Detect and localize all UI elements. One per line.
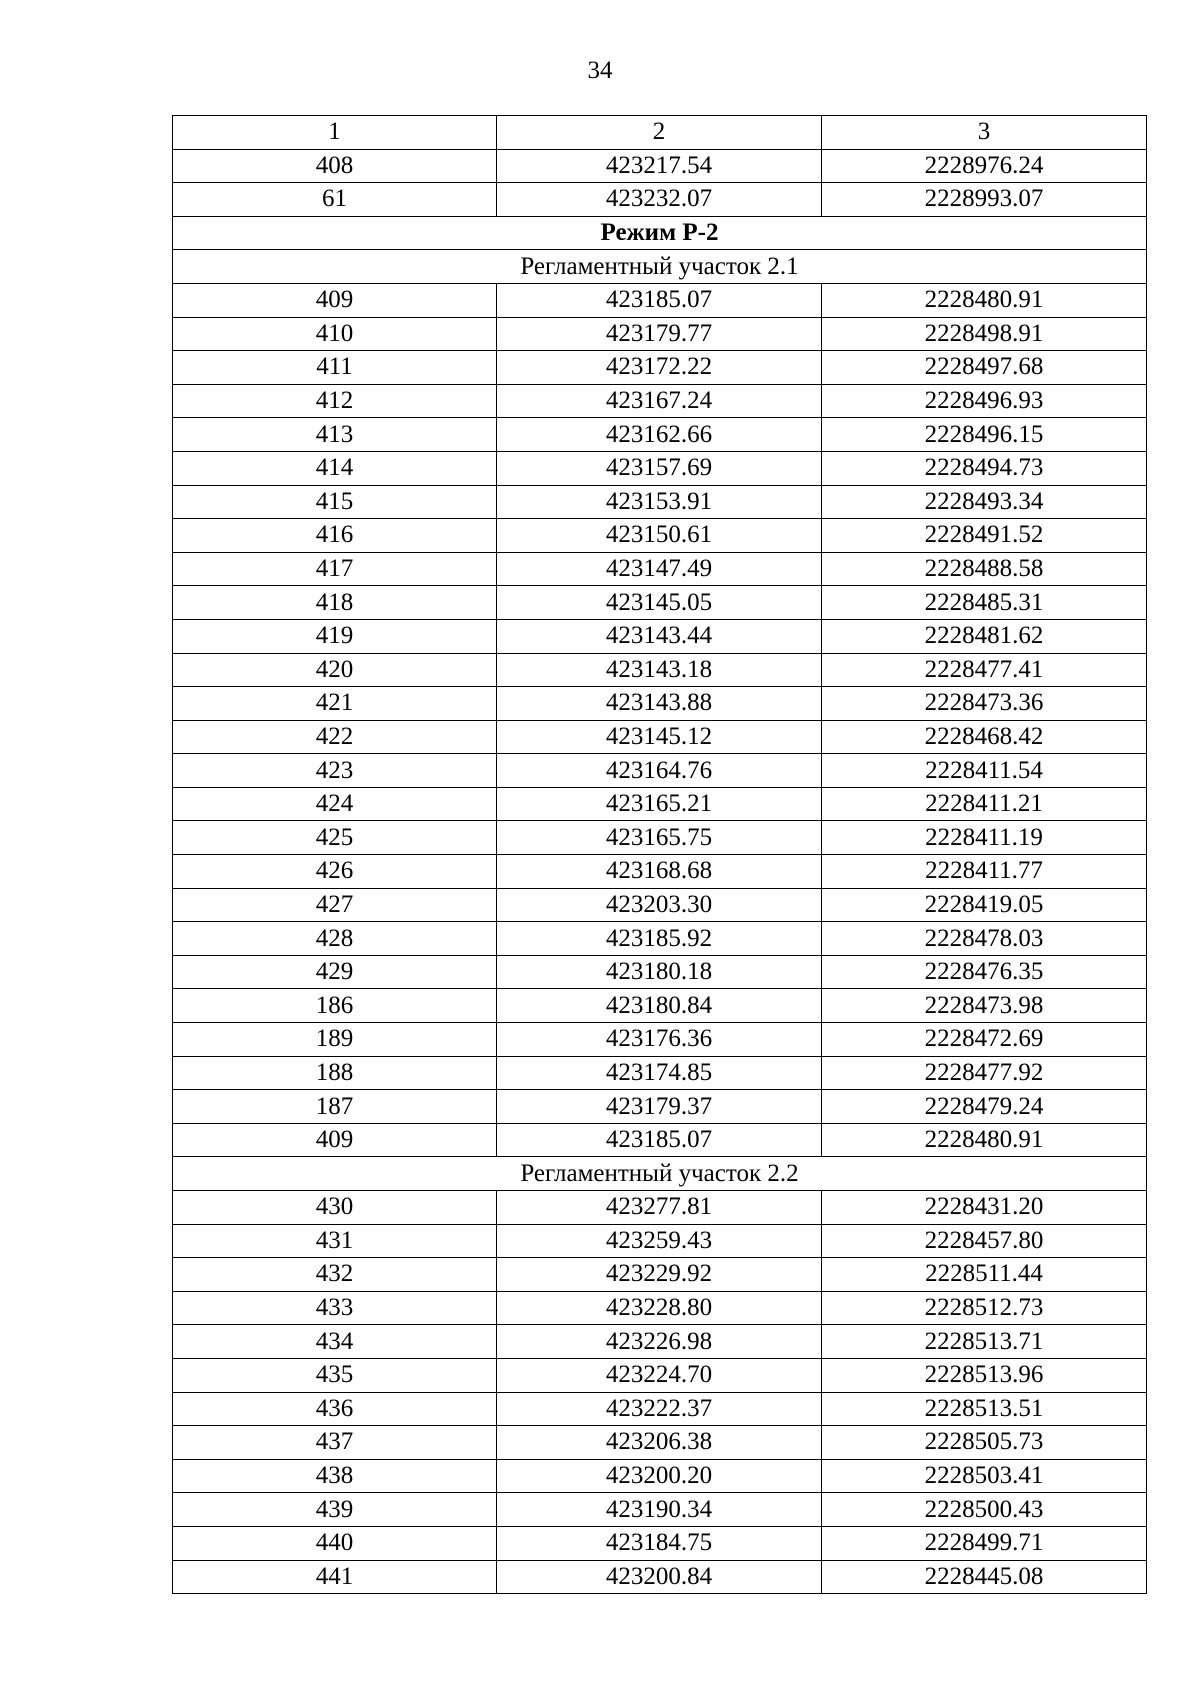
x-coordinate-cell: 423226.98 [497,1325,822,1359]
x-coordinate-cell: 423153.91 [497,485,822,519]
table-row [173,1191,1147,1225]
coordinates-table [172,115,1147,1594]
table-row [173,1426,1147,1460]
table-row [173,1056,1147,1090]
point-number-cell: 408 [173,149,497,183]
table-row [173,687,1147,721]
y-coordinate-cell: 2228500.43 [822,1493,1147,1527]
x-coordinate-cell: 423228.80 [497,1291,822,1325]
x-coordinate-cell: 423277.81 [497,1191,822,1225]
x-coordinate-cell: 423185.07 [497,283,822,317]
y-coordinate-cell: 2228478.03 [822,922,1147,956]
y-coordinate-cell: 2228497.68 [822,351,1147,385]
point-number-cell: 415 [173,485,497,519]
y-coordinate-cell: 2228445.08 [822,1560,1147,1594]
point-number-cell: 421 [173,687,497,721]
x-coordinate-cell: 423145.05 [497,586,822,620]
point-number-cell: 409 [173,283,497,317]
table-row [173,787,1147,821]
y-coordinate-cell: 2228476.35 [822,955,1147,989]
point-number-cell: 418 [173,586,497,620]
y-coordinate-cell: 2228477.92 [822,1056,1147,1090]
point-number-cell: 438 [173,1459,497,1493]
point-number-cell: 426 [173,855,497,889]
y-coordinate-cell: 2228468.42 [822,720,1147,754]
table-header-row [173,116,1147,150]
mode-title-row [173,216,1147,250]
x-coordinate-cell: 423143.88 [497,687,822,721]
y-coordinate-cell: 2228473.98 [822,989,1147,1023]
point-number-cell: 419 [173,619,497,653]
x-coordinate-cell: 423174.85 [497,1056,822,1090]
x-coordinate-cell: 423224.70 [497,1358,822,1392]
table-row [173,1090,1147,1124]
table-row [173,1493,1147,1527]
table-row [173,283,1147,317]
point-number-cell: 61 [173,183,497,217]
point-number-cell: 422 [173,720,497,754]
y-coordinate-cell: 2228477.41 [822,653,1147,687]
x-coordinate-cell: 423190.34 [497,1493,822,1527]
x-coordinate-cell: 423180.84 [497,989,822,1023]
y-coordinate-cell: 2228498.91 [822,317,1147,351]
table-row [173,317,1147,351]
y-coordinate-cell: 2228505.73 [822,1426,1147,1460]
x-coordinate-cell: 423185.07 [497,1123,822,1157]
y-coordinate-cell: 2228472.69 [822,1023,1147,1057]
x-coordinate-cell: 423185.92 [497,922,822,956]
point-number-cell: 187 [173,1090,497,1124]
y-coordinate-cell: 2228473.36 [822,687,1147,721]
table-row [173,1258,1147,1292]
x-coordinate-cell: 423150.61 [497,519,822,553]
point-number-cell: 409 [173,1123,497,1157]
x-coordinate-cell: 423259.43 [497,1224,822,1258]
x-coordinate-cell: 423162.66 [497,418,822,452]
point-number-cell: 188 [173,1056,497,1090]
y-coordinate-cell: 2228496.93 [822,384,1147,418]
table-row [173,552,1147,586]
table-row [173,149,1147,183]
y-coordinate-cell: 2228493.34 [822,485,1147,519]
y-coordinate-cell: 2228513.71 [822,1325,1147,1359]
point-number-cell: 430 [173,1191,497,1225]
page-number: 34 [587,57,613,84]
point-number-cell: 424 [173,787,497,821]
y-coordinate-cell: 2228512.73 [822,1291,1147,1325]
x-coordinate-cell: 423145.12 [497,720,822,754]
table-body [173,116,1147,1594]
point-number-cell: 434 [173,1325,497,1359]
table-row [173,1459,1147,1493]
x-coordinate-cell: 423165.75 [497,821,822,855]
y-coordinate-cell: 2228511.44 [822,1258,1147,1292]
point-number-cell: 413 [173,418,497,452]
y-coordinate-cell: 2228494.73 [822,451,1147,485]
x-coordinate-cell: 423176.36 [497,1023,822,1057]
y-coordinate-cell: 2228499.71 [822,1526,1147,1560]
point-number-cell: 410 [173,317,497,351]
y-coordinate-cell: 2228496.15 [822,418,1147,452]
point-number-cell: 425 [173,821,497,855]
table-row [173,384,1147,418]
x-coordinate-cell: 423180.18 [497,955,822,989]
table-row [173,1325,1147,1359]
x-coordinate-cell: 423203.30 [497,888,822,922]
y-coordinate-cell: 2228976.24 [822,149,1147,183]
point-number-cell: 432 [173,1258,497,1292]
y-coordinate-cell: 2228479.24 [822,1090,1147,1124]
point-number-cell: 435 [173,1358,497,1392]
x-coordinate-cell: 423179.37 [497,1090,822,1124]
table-row [173,485,1147,519]
x-coordinate-cell: 423147.49 [497,552,822,586]
table-row [173,888,1147,922]
y-coordinate-cell: 2228513.51 [822,1392,1147,1426]
x-coordinate-cell: 423184.75 [497,1526,822,1560]
table-row [173,1358,1147,1392]
table-row [173,955,1147,989]
header-cell-x: 2 [497,116,822,150]
y-coordinate-cell: 2228993.07 [822,183,1147,217]
y-coordinate-cell: 2228485.31 [822,586,1147,620]
table-row [173,351,1147,385]
mode-title: Режим Р-2 [173,216,1147,250]
table-row [173,183,1147,217]
y-coordinate-cell: 2228481.62 [822,619,1147,653]
table-row [173,451,1147,485]
table-row [173,720,1147,754]
point-number-cell: 439 [173,1493,497,1527]
point-number-cell: 420 [173,653,497,687]
point-number-cell: 431 [173,1224,497,1258]
table-row [173,855,1147,889]
y-coordinate-cell: 2228411.19 [822,821,1147,855]
y-coordinate-cell: 2228457.80 [822,1224,1147,1258]
header-cell-y: 3 [822,116,1147,150]
table-row [173,821,1147,855]
table-row [173,922,1147,956]
x-coordinate-cell: 423217.54 [497,149,822,183]
point-number-cell: 186 [173,989,497,1023]
table-row [173,989,1147,1023]
table-row [173,1526,1147,1560]
table-row [173,519,1147,553]
x-coordinate-cell: 423200.84 [497,1560,822,1594]
y-coordinate-cell: 2228419.05 [822,888,1147,922]
point-number-cell: 440 [173,1526,497,1560]
y-coordinate-cell: 2228488.58 [822,552,1147,586]
point-number-cell: 436 [173,1392,497,1426]
point-number-cell: 189 [173,1023,497,1057]
y-coordinate-cell: 2228411.77 [822,855,1147,889]
point-number-cell: 423 [173,754,497,788]
x-coordinate-cell: 423200.20 [497,1459,822,1493]
y-coordinate-cell: 2228480.91 [822,1123,1147,1157]
x-coordinate-cell: 423168.68 [497,855,822,889]
point-number-cell: 412 [173,384,497,418]
point-number-cell: 417 [173,552,497,586]
x-coordinate-cell: 423143.18 [497,653,822,687]
y-coordinate-cell: 2228480.91 [822,283,1147,317]
point-number-cell: 411 [173,351,497,385]
section-title-row [173,1157,1147,1191]
point-number-cell: 416 [173,519,497,553]
section-title: Регламентный участок 2.2 [173,1157,1147,1191]
x-coordinate-cell: 423167.24 [497,384,822,418]
y-coordinate-cell: 2228431.20 [822,1191,1147,1225]
table-row [173,1291,1147,1325]
x-coordinate-cell: 423179.77 [497,317,822,351]
point-number-cell: 427 [173,888,497,922]
y-coordinate-cell: 2228411.21 [822,787,1147,821]
y-coordinate-cell: 2228503.41 [822,1459,1147,1493]
section-title: Регламентный участок 2.1 [173,250,1147,284]
table-row [173,619,1147,653]
table-row [173,1224,1147,1258]
x-coordinate-cell: 423232.07 [497,183,822,217]
point-number-cell: 441 [173,1560,497,1594]
y-coordinate-cell: 2228491.52 [822,519,1147,553]
x-coordinate-cell: 423172.22 [497,351,822,385]
table-row [173,754,1147,788]
table-row [173,1392,1147,1426]
point-number-cell: 433 [173,1291,497,1325]
x-coordinate-cell: 423143.44 [497,619,822,653]
point-number-cell: 429 [173,955,497,989]
header-cell-point: 1 [173,116,497,150]
point-number-cell: 428 [173,922,497,956]
y-coordinate-cell: 2228411.54 [822,754,1147,788]
table-row [173,1560,1147,1594]
table-row [173,586,1147,620]
x-coordinate-cell: 423206.38 [497,1426,822,1460]
point-number-cell: 414 [173,451,497,485]
x-coordinate-cell: 423229.92 [497,1258,822,1292]
table-row [173,418,1147,452]
x-coordinate-cell: 423222.37 [497,1392,822,1426]
table-row [173,1123,1147,1157]
point-number-cell: 437 [173,1426,497,1460]
table-row [173,1023,1147,1057]
section-title-row [173,250,1147,284]
x-coordinate-cell: 423157.69 [497,451,822,485]
table-row [173,653,1147,687]
y-coordinate-cell: 2228513.96 [822,1358,1147,1392]
x-coordinate-cell: 423164.76 [497,754,822,788]
x-coordinate-cell: 423165.21 [497,787,822,821]
